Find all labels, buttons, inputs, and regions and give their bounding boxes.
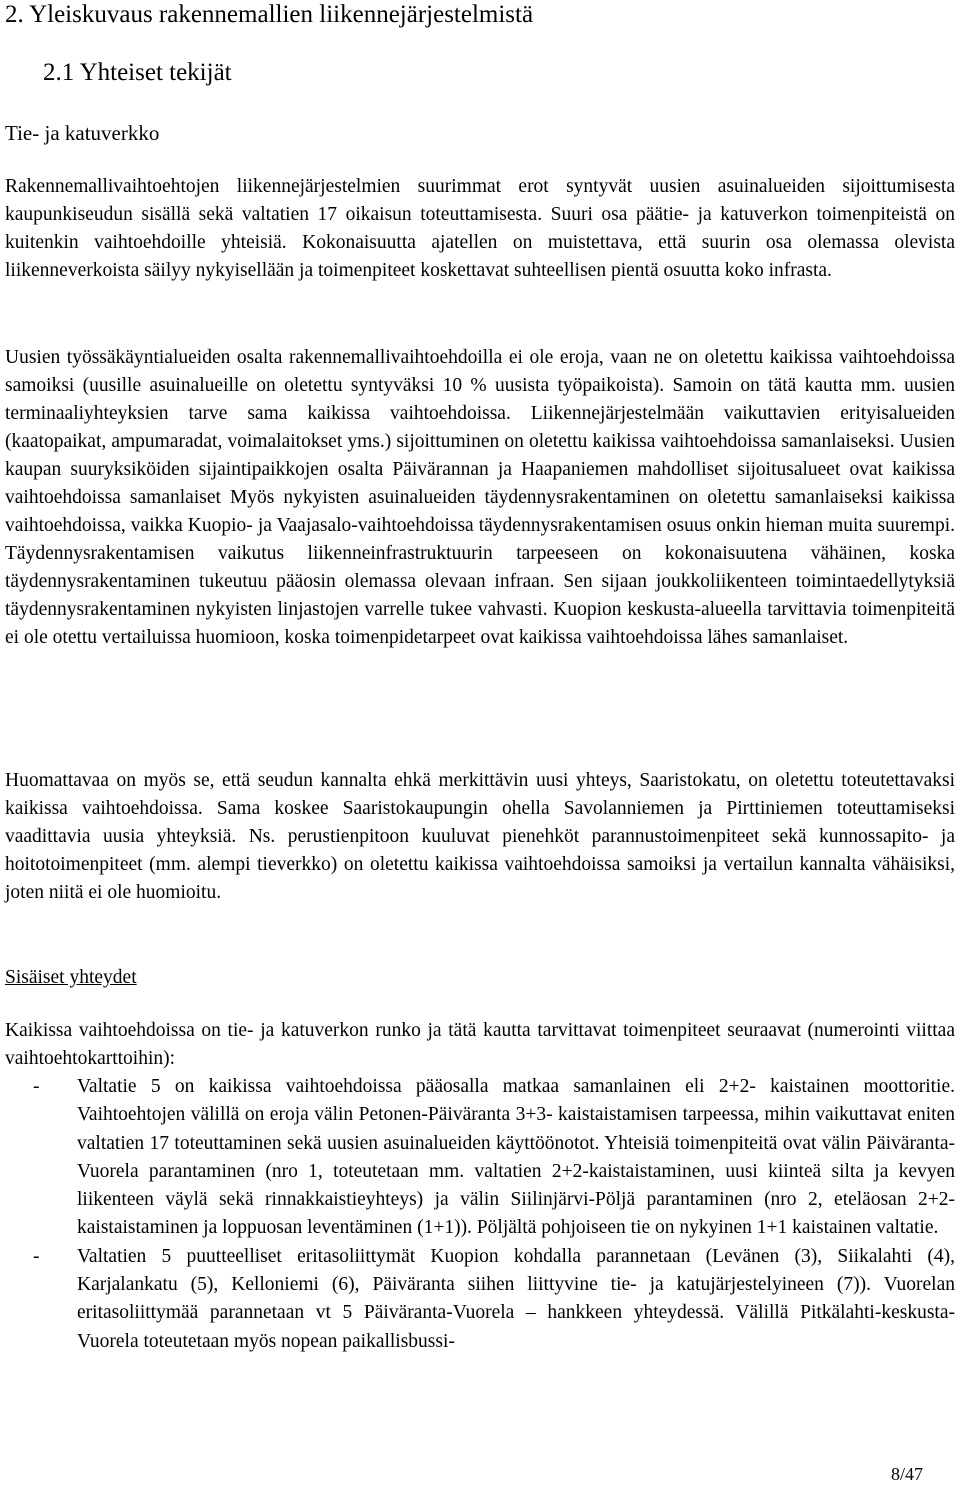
list-dash: - — [33, 1076, 40, 1097]
list-item-text: Valtatien 5 puutteelliset eritasoliittymät Kuopion kohdalla parannetaan (Levänen (3), Siikalahti (4), Karjalankatu (5), Kelloniemi (6), Päiväranta siihen liittyvine tie- ja katujärjestelyineen (7)). Vuorelan eritasoliittymää parannetaan vt 5 Päiväranta-Vuorela – hankkeen yhteydessä. Välillä Pitkälahti-keskusta-Vuorela toteutetaan myös nopean paikallisbussi- — [77, 1245, 955, 1352]
list-dash: - — [33, 1245, 40, 1267]
paragraph-4: Kaikissa vaihtoehdoissa on tie- ja katuverkon runko ja tätä kautta tarvittavat toimenpiteet seuraavat (numerointi viittaa vaihtoehtokarttoihin): — [5, 1020, 955, 1069]
subsection-heading: 2.1 Yhteiset tekijät — [43, 59, 232, 86]
document-page — [5, 0, 955, 1489]
section-heading: Tie- ja katuverkko — [5, 121, 160, 145]
list-item-text: Valtatie 5 on kaikissa vaihtoehdoissa pääosalla matkaa samanlainen eli 2+2- kaistainen moottoritie. Vaihtoehtojen välillä on eroja välin Petonen-Päiväranta 3+3- kaistaistamisen tarpeessa, mihin vaikuttavat eniten valtatien 17 toteuttaminen sekä uusien asuinalueiden käyttöönotot. Yhteisiä toimenpiteitä ovat välin Päiväranta-Vuorela parantaminen (nro 1, toteutetaan mm. valtatien 2+2-kaistaistaminen, uusi kiinteä silta ja kevyen liikenteen väylä sekä rinnakkaistieyhteys) ja välin Siilinjärvi-Pöljä parantaminen (nro 2, eteläosan 2+2-kaistaistaminen ja loppuosan leventäminen (1+1)). Pöljältä pohjoiseen tie on nykyinen 1+1 kaistainen valtatie. — [77, 1076, 955, 1239]
main-heading: 2. Yleiskuvaus rakennemallien liikennejärjestelmistä — [5, 1, 534, 28]
list-item — [5, 1073, 955, 1243]
page-number: 8/47 — [890, 1464, 923, 1484]
paragraph-2: Uusien työssäkäyntialueiden osalta rakennemallivaihtoehdoilla ei ole eroja, vaan ne on oletettu kaikissa vaihtoehdoissa samoiksi (uusille asuinalueille on oletettu syntyväksi 10 % uusista työpaikoista). Samoin on tätä kautta mm. uusien terminaaliyhteyksien tarve sama kaikissa vaihtoehdoissa. Liikennejärjestelmään vaikuttavien erityisalueiden (kaatopaikat, ampumaradat, voimalaitokset yms.) sijoittuminen on oletettu kaikissa vaihtoehdoissa samanlaiseksi. Uusien kaupan suuryksiköiden sijaintipaikkojen osalta Päivärannan ja Haapaniemen mahdolliset sijoitusalueet ovat kaikissa vaihtoehdoissa samanlaiset Myös nykyisten asuinalueiden täydennysrakentaminen on oletettu samanlaiseksi kaikissa vaihtoehdoissa, vaikka Kuopio- ja Vaajasalo-vaihtoehdoissa täydennysrakentamisen osuus onkin hieman muita suurempi. Täydennysrakentamisen vaikutus liikenneinfrastruktuurin tarpeeseen on kokonaisuutena vähäinen, koska täydennysrakentaminen tukeutuu pääosin olemassa olevaan infraan. Sen sijaan joukkoliikenteen toimintaedellytyksiä täydennysrakentaminen nykyisten linjastojen varrelle tukee vahvasti. Kuopion keskusta-alueella tarvittavia toimenpiteitä ei ole otettu vertailuissa huomioon, koska toimenpidetarpeet ovat kaikissa vaihtoehdoissa lähes samanlaiset. — [5, 347, 955, 648]
list-item — [5, 1243, 955, 1356]
measures-list — [5, 1073, 955, 1356]
paragraph-1: Rakennemallivaihtoehtojen liikennejärjestelmien suurimmat erot syntyvät uusien asuinalueiden sijoittumisesta kaupunkiseudun sisällä sekä valtatien 17 oikaisun toteuttamisesta. Suuri osa päätie- ja katuverkon toimenpiteistä on kuitenkin vaihtoehdoille yhteisiä. Kokonaisuutta ajatellen on muistettava, että suurin osa olemassa olevista liikenneverkoista säilyy nykyisellään ja toimenpiteet koskettavat suhteellisen pientä osuutta koko infrasta. — [5, 176, 955, 281]
subheading-internal-connections: Sisäiset yhteydet — [5, 967, 137, 988]
paragraph-3: Huomattavaa on myös se, että seudun kannalta ehkä merkittävin uusi yhteys, Saaristokatu, on oletettu toteutettavaksi kaikissa vaihtoehdoissa. Sama koskee Saaristokaupungin ohella Savolanniemen ja Pirttiniemen toteuttamiseksi vaadittavia uusia yhteyksiä. Ns. perustienpitoon kuuluvat pienehköt parannustoimenpiteet sekä kunnossapito- ja hoitotoimenpiteet (mm. alempi tieverkko) on oletettu kaikissa vaihtoehdoissa samoiksi ja vertailun kannalta vähäisiksi, joten niitä ei ole huomioitu. — [5, 770, 955, 903]
